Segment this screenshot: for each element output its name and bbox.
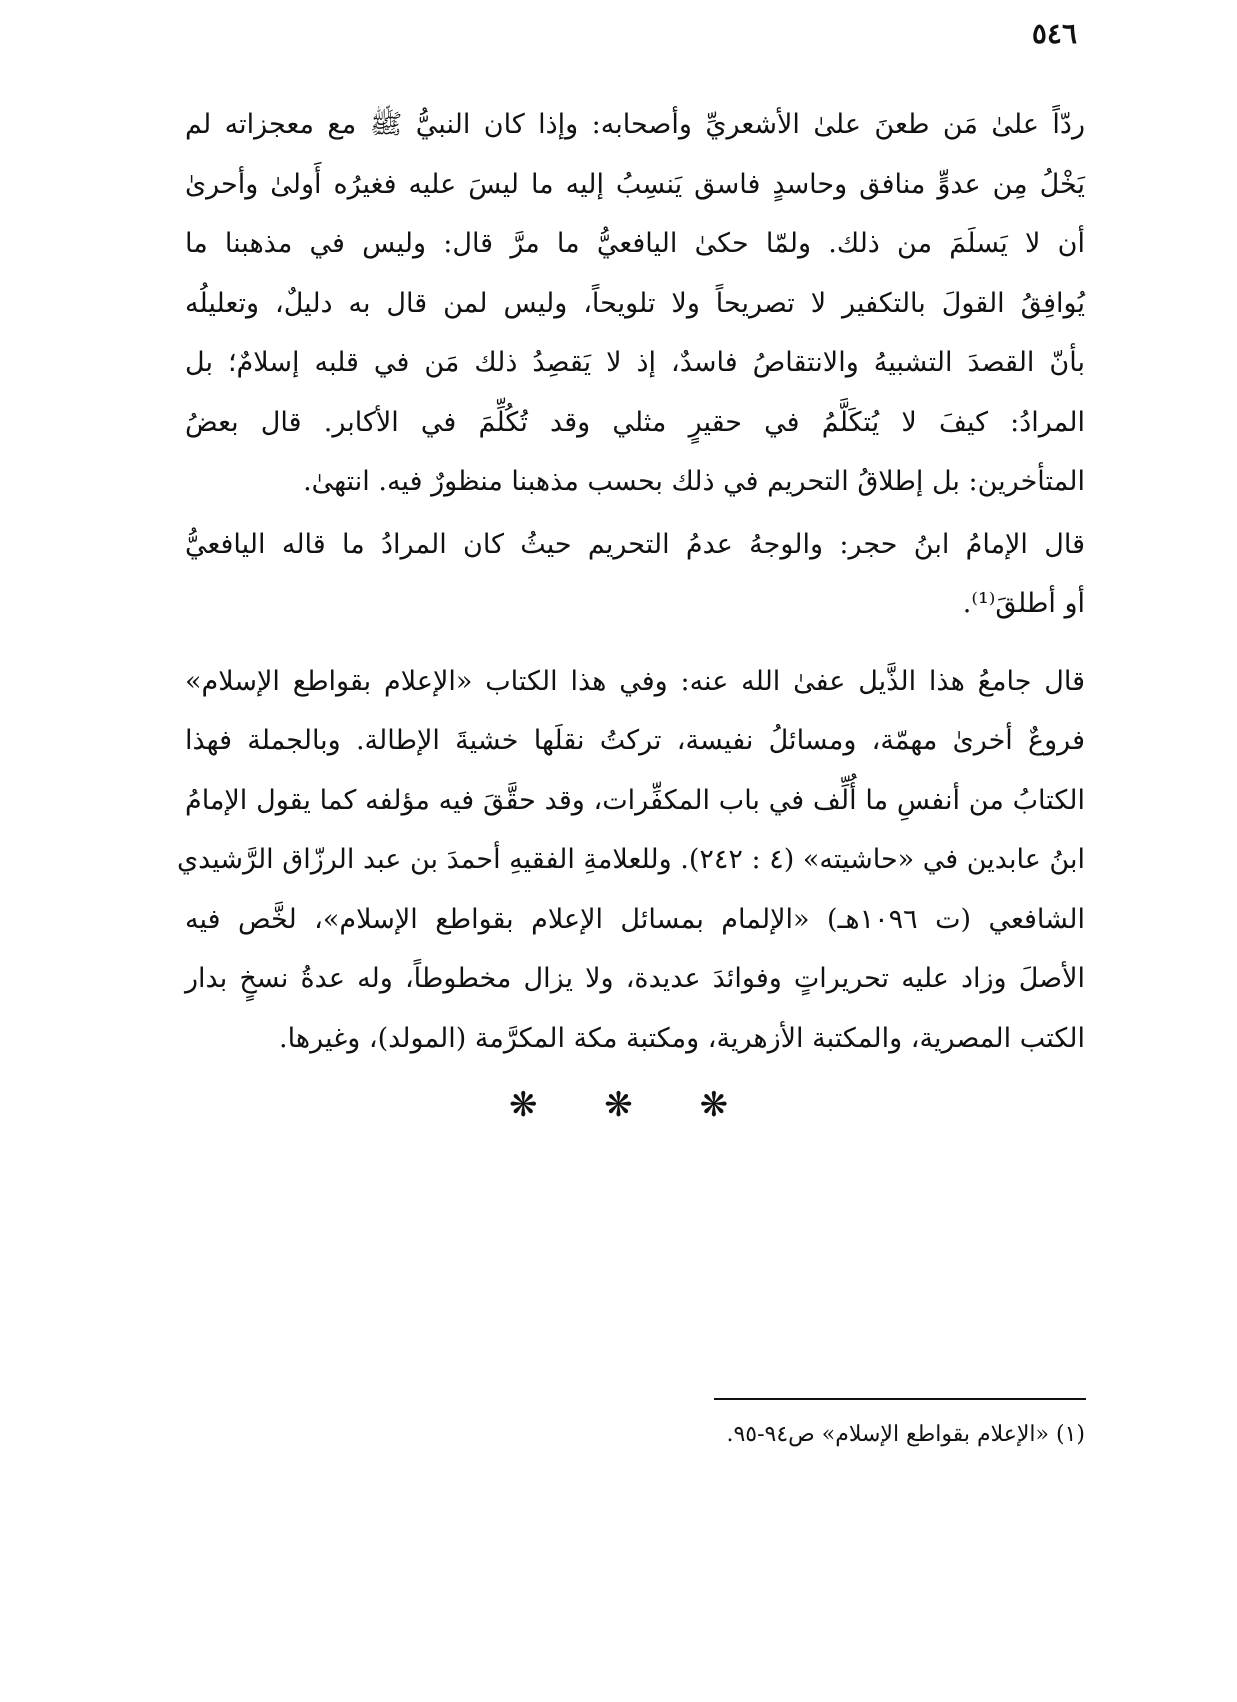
text-line: الكتب المصرية، والمكتبة الأزهرية، ومكتبة مكة المكرَّمة (المولد)، وغيرها.: [279, 1022, 1085, 1054]
star-ornament-icon: ❋: [699, 1085, 729, 1125]
star-ornament-icon: ❋: [508, 1085, 538, 1125]
text-line: ابنُ عابدين في «حاشيته» (٤ : ٢٤٢). وللعلامةِ الفقيهِ أحمدَ بن عبد الرزّاق الرَّشيدي: [176, 844, 1085, 875]
section-separator: [0, 1085, 1237, 1125]
text-line: قال جامعُ هذا الذَّيل عفىٰ الله عنه: وفي هذا الكتاب «الإعلام بقواطع الإسلام»: [185, 665, 1085, 697]
paragraph-2: [185, 515, 1085, 634]
text-line: فروعٌ أخرىٰ مهمّة، ومسائلُ نفيسة، تركتُ نقلَها خشيةَ الإطالة. وبالجملة فهذا: [185, 725, 1085, 756]
text-line: قال الإمامُ ابنُ حجر: والوجهُ عدمُ التحريم حيثُ كان المرادُ ما قاله اليافعيُّ: [185, 528, 1085, 560]
text-line: الكتابُ من أنفسِ ما أُلِّف في باب المكفِّرات، وقد حقَّقَ فيه مؤلفه كما يقول الإمامُ: [185, 784, 1085, 816]
page-number: ٥٤٦: [1031, 17, 1077, 50]
paragraph-3: [176, 652, 1085, 1069]
text-line: الأصلَ وزاد عليه تحريراتٍ وفوائدَ عديدة، ولا يزال مخطوطاً، وله عدةُ نسخٍ بدار: [185, 963, 1085, 994]
text-line: المرادُ: كيفَ لا يُتكَلَّمُ في حقيرٍ مثلي وقد تُكُلِّمَ في الأكابر. قال بعضُ: [185, 406, 1085, 438]
main-text: [176, 95, 1085, 1068]
footnote-divider: [714, 1398, 1086, 1400]
text-line: يَخْلُ مِن عدوٍّ منافق وحاسدٍ فاسق يَنسِبُ إليه ما ليسَ عليه فغيرُه أَولىٰ وأحرىٰ: [185, 168, 1085, 200]
paragraph-1: [185, 95, 1085, 512]
star-ornament-icon: ❋: [604, 1085, 633, 1125]
text-line: الشافعي (ت ١٠٩٦هـ) «الإلمام بمسائل الإعلام بقواطع الإسلام»، لخَّص فيه: [185, 903, 1085, 935]
footnote: (١) «الإعلام بقواطع الإسلام» ص٩٤-٩٥.: [726, 1422, 1085, 1447]
text-line: بأنّ القصدَ التشبيهُ والانتقاصُ فاسدٌ، إذ لا يَقصِدُ ذلك مَن في قلبه إسلامٌ؛ بل: [185, 347, 1085, 378]
text-line: يُوافِقُ القولَ بالتكفير لا تصريحاً ولا تلويحاً، وليس لمن قال به دليلٌ، وتعليلُه: [185, 287, 1085, 319]
text-line: أن لا يَسلَمَ من ذلك. ولمّا حكىٰ اليافعيُّ ما مرَّ قال: وليس في مذهبنا ما: [185, 228, 1085, 259]
text-line: أو أطلقَ⁽¹⁾.: [962, 588, 1085, 619]
text-line: ردّاً علىٰ مَن طعنَ علىٰ الأشعريِّ وأصحابه: وإذا كان النبيُّ ﷺ مع معجزاته لم: [185, 109, 1085, 140]
text-line: المتأخرين: بل إطلاقُ التحريم في ذلك بحسب مذهبنا منظورٌ فيه. انتهىٰ.: [303, 466, 1085, 497]
